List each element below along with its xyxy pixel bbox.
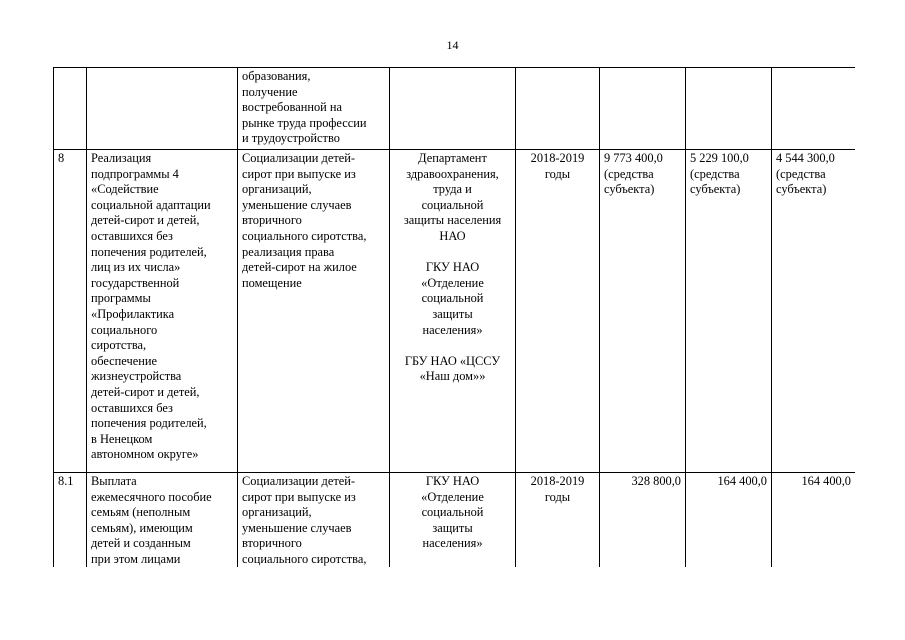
table-row (54, 68, 856, 150)
cell-total (600, 68, 686, 150)
cell-goal: образования, получение востребованной на рынке труда профессии и трудоустройство (238, 68, 390, 150)
cell-name: Выплата ежемесячного пособие семьям (неполным семьям), имеющим детей и созданным при этом лицами (87, 473, 238, 568)
cell-period: 2018-2019 годы (516, 473, 600, 568)
table-viewport (53, 67, 855, 567)
cell-goal: Социализации детей- сирот при выпуске из организаций, уменьшение случаев вторичного социального сиротства, (238, 473, 390, 568)
executor-department: Департамент здравоохранения, труда и социальной защиты населения НАО (403, 151, 502, 243)
cell-executor (390, 68, 516, 150)
cell-2019: 164 400,0 (772, 473, 856, 568)
cell-2019 (772, 68, 856, 150)
cell-2018 (686, 68, 772, 150)
program-table (53, 67, 855, 567)
cell-2018: 5 229 100,0 (средства субъекта) (686, 150, 772, 473)
cell-number (54, 68, 87, 150)
cell-number: 8 (54, 150, 87, 473)
cell-total: 9 773 400,0 (средства субъекта) (600, 150, 686, 473)
cell-executor (390, 150, 516, 473)
cell-name: Реализация подпрограммы 4 «Содействие социальной адаптации детей-сирот и детей, оставшихся без попечения родителей, лиц из их числа» государственной программы «Профилактика социального сиротства, обеспечение жизнеустройства детей-сирот и детей, оставшихся без попечения родителей, в Ненецком автономном округе» (87, 150, 238, 473)
cell-total: 328 800,0 (600, 473, 686, 568)
cell-executor: ГКУ НАО «Отделение социальной защиты населения» (390, 473, 516, 568)
cell-2018: 164 400,0 (686, 473, 772, 568)
executor-gbu: ГБУ НАО «ЦССУ «Наш дом»» (404, 353, 501, 384)
cell-name (87, 68, 238, 150)
cell-period: 2018-2019 годы (516, 150, 600, 473)
cell-2019: 4 544 300,0 (средства субъекта) (772, 150, 856, 473)
table-row (54, 150, 856, 473)
cell-number: 8.1 (54, 473, 87, 568)
page-number: 14 (446, 38, 459, 52)
table-row (54, 473, 856, 568)
cell-goal: Социализации детей- сирот при выпуске из организаций, уменьшение случаев вторичного социального сиротства, реализация права детей-сирот на жилое помещение (238, 150, 390, 473)
cell-period (516, 68, 600, 150)
executor-gku: ГКУ НАО «Отделение социальной защиты населения» (421, 260, 484, 337)
